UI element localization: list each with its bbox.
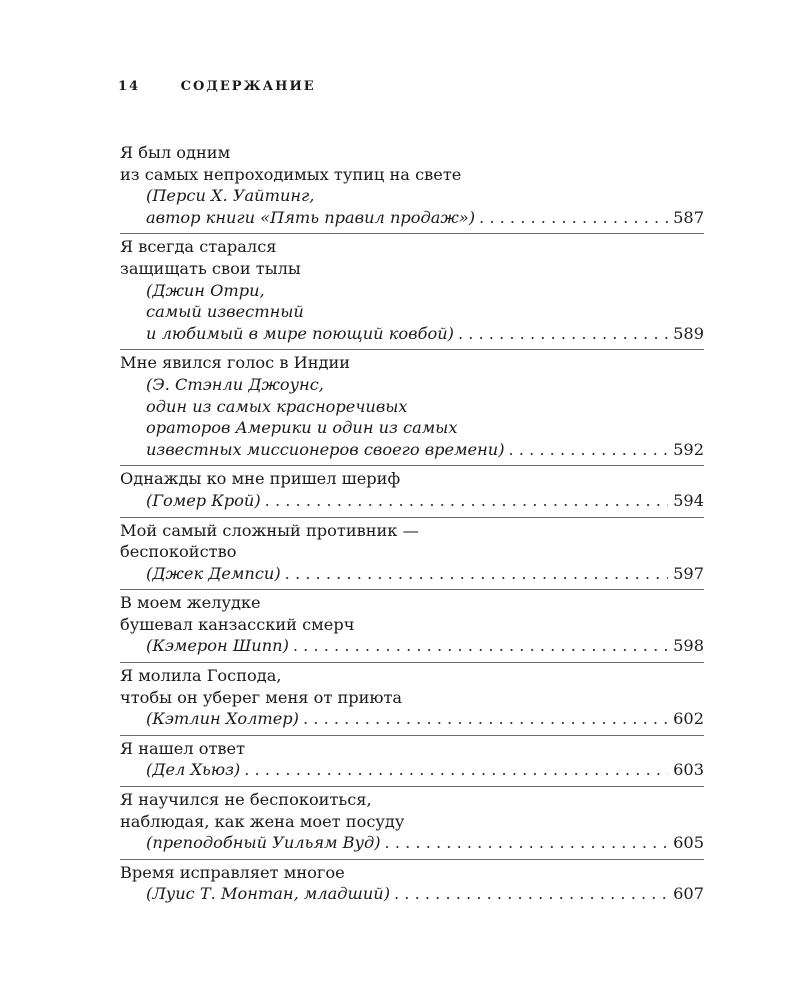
running-header <box>118 79 316 94</box>
toc-entry-page-number: 594 <box>673 490 704 510</box>
toc-entry-author-line: ораторов Америки и один из самых <box>146 418 458 438</box>
toc-entry-author-line: (Кэтлин Холтер) <box>146 709 299 729</box>
dot-leader <box>505 439 668 461</box>
dot-leader <box>390 883 668 905</box>
toc-entry-page-number: 589 <box>673 323 704 343</box>
toc-entry-page-number: 602 <box>673 709 704 729</box>
dot-leader <box>289 635 668 657</box>
toc-entry[interactable] <box>120 787 704 860</box>
dot-leader <box>475 207 668 229</box>
toc-entry-final-line <box>120 207 704 229</box>
header-section-title: СОДЕРЖАНИЕ <box>180 79 316 94</box>
toc-entry-author-line: и любимый в мире поющий ковбой) <box>146 323 454 343</box>
toc-entry-author-line: (Гомер Крой) <box>146 490 261 510</box>
toc-entry-author-line: самый известный <box>146 302 304 322</box>
toc-entry-title-line: Я молила Господа, <box>120 666 282 686</box>
toc-entry[interactable] <box>120 466 704 517</box>
toc-entry-title-line: Мне явился голос в Индии <box>120 353 351 373</box>
toc-entry-final-line <box>120 759 704 781</box>
toc-entry[interactable] <box>120 860 704 910</box>
toc-entry[interactable] <box>120 350 704 466</box>
toc-entry[interactable] <box>120 518 704 591</box>
toc-entry-final-line <box>120 439 704 461</box>
dot-leader <box>240 759 668 781</box>
toc-entry-author-line: (Джин Отри, <box>146 280 265 300</box>
toc-entry[interactable] <box>120 234 704 350</box>
toc-entry[interactable] <box>120 663 704 736</box>
toc-entry-title-line: Я научился не беспокоиться, <box>120 790 372 810</box>
toc-entry-title-line: Я всегда старался <box>120 237 277 257</box>
toc-entry-author-line: автор книги «Пять правил продаж») <box>146 207 476 227</box>
toc-entry-page-number: 603 <box>673 760 704 780</box>
toc-entry-title-line: Я нашел ответ <box>120 738 246 758</box>
toc-entry-final-line <box>120 563 704 585</box>
toc-entry-title-line: защищать свои тылы <box>120 258 301 278</box>
toc-entry-author-line: известных миссионеров своего времени) <box>146 439 505 459</box>
toc-entry-title-line: Однажды ко мне пришел шериф <box>120 469 401 489</box>
toc-entry-title-line: беспокойство <box>120 542 237 562</box>
toc-entry-page-number: 597 <box>673 563 704 583</box>
dot-leader <box>281 563 668 585</box>
table-of-contents <box>120 140 704 910</box>
toc-entry-title-line: Время исправляет многое <box>120 862 345 882</box>
toc-entry-author-line: (Луис Т. Монтан, младший) <box>146 884 391 904</box>
toc-entry-page-number: 605 <box>673 833 704 853</box>
dot-leader <box>454 323 668 345</box>
toc-entry-final-line <box>120 883 704 905</box>
toc-entry-page-number: 607 <box>673 884 704 904</box>
toc-entry[interactable] <box>120 590 704 663</box>
header-page-number: 14 <box>118 79 141 94</box>
toc-entry[interactable] <box>120 736 704 787</box>
toc-entry-page-number: 592 <box>673 439 704 459</box>
toc-entry-author-line: (Дел Хьюз) <box>146 760 241 780</box>
toc-entry-title-line: из самых непроходимых тупиц на свете <box>120 164 462 184</box>
toc-entry-author-line: (Кэмерон Шипп) <box>146 636 289 656</box>
dot-leader <box>299 708 668 730</box>
toc-entry-final-line <box>120 832 704 854</box>
toc-entry-page-number: 598 <box>673 636 704 656</box>
toc-entry-title-line: бушевал канзасский смерч <box>120 614 355 634</box>
toc-entry-title-line: наблюдая, как жена моет посуду <box>120 811 405 831</box>
toc-entry-title-line: чтобы он уберег меня от приюта <box>120 687 403 707</box>
toc-entry-title-line: В моем желудке <box>120 593 261 613</box>
toc-entry-final-line <box>120 635 704 657</box>
toc-entry-page-number: 587 <box>673 207 704 227</box>
toc-entry-author-line: (Перси Х. Уайтинг, <box>146 186 315 206</box>
toc-entry-title-line: Мой самый сложный противник — <box>120 520 419 540</box>
toc-entry-author-line: (Э. Стэнли Джоунс, <box>146 374 324 394</box>
toc-entry-author-line: (преподобный Уильям Вуд) <box>146 833 381 853</box>
toc-entry[interactable] <box>120 140 704 234</box>
toc-entry-author-line: один из самых красноречивых <box>146 396 408 416</box>
toc-entry-final-line <box>120 323 704 345</box>
dot-leader <box>381 832 668 854</box>
dot-leader <box>261 490 668 512</box>
toc-entry-title-line: Я был одним <box>120 143 231 162</box>
toc-entry-final-line <box>120 708 704 730</box>
toc-entry-author-line: (Джек Демпси) <box>146 563 281 583</box>
toc-entry-final-line <box>120 490 704 512</box>
